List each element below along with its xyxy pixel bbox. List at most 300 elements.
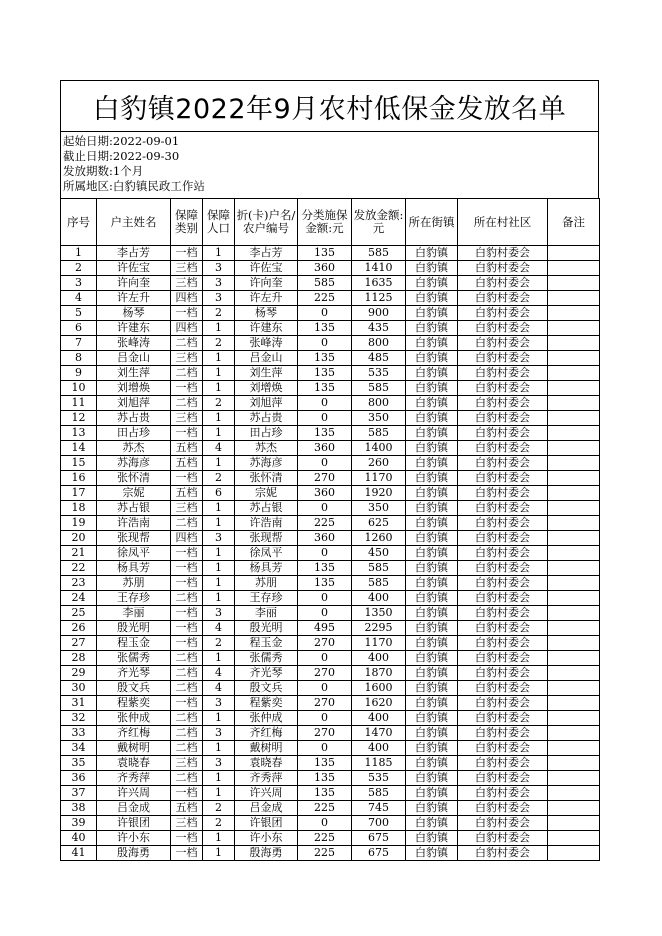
cell-name[interactable]: 齐光琴 bbox=[97, 666, 171, 681]
cell-remarks[interactable] bbox=[548, 471, 600, 486]
cell-village[interactable]: 白豹村委会 bbox=[458, 336, 548, 351]
cell-remarks[interactable] bbox=[548, 411, 600, 426]
cell-index[interactable]: 31 bbox=[61, 696, 97, 711]
cell-village[interactable]: 白豹村委会 bbox=[458, 366, 548, 381]
cell-remarks[interactable] bbox=[548, 306, 600, 321]
cell-town[interactable]: 白豹镇 bbox=[406, 351, 458, 366]
cell-village[interactable]: 白豹村委会 bbox=[458, 546, 548, 561]
cell-population[interactable]: 1 bbox=[203, 711, 235, 726]
cell-name[interactable]: 程玉金 bbox=[97, 636, 171, 651]
cell-index[interactable]: 21 bbox=[61, 546, 97, 561]
cell-classified-amount[interactable]: 0 bbox=[298, 411, 352, 426]
cell-account[interactable]: 苏占贵 bbox=[235, 411, 298, 426]
cell-name[interactable]: 许银团 bbox=[97, 816, 171, 831]
cell-town[interactable]: 白豹镇 bbox=[406, 711, 458, 726]
cell-village[interactable]: 白豹村委会 bbox=[458, 261, 548, 276]
cell-name[interactable]: 程紫奕 bbox=[97, 696, 171, 711]
cell-village[interactable]: 白豹村委会 bbox=[458, 276, 548, 291]
cell-classified-amount[interactable]: 360 bbox=[298, 441, 352, 456]
cell-index[interactable]: 13 bbox=[61, 426, 97, 441]
cell-index[interactable]: 41 bbox=[61, 846, 97, 861]
cell-classified-amount[interactable]: 135 bbox=[298, 426, 352, 441]
cell-population[interactable]: 2 bbox=[203, 816, 235, 831]
cell-category[interactable]: 五档 bbox=[171, 486, 203, 501]
cell-name[interactable]: 张现帮 bbox=[97, 531, 171, 546]
cell-category[interactable]: 一档 bbox=[171, 786, 203, 801]
cell-town[interactable]: 白豹镇 bbox=[406, 786, 458, 801]
cell-payout-amount[interactable]: 625 bbox=[352, 516, 406, 531]
cell-account[interactable]: 李丽 bbox=[235, 606, 298, 621]
cell-classified-amount[interactable]: 0 bbox=[298, 546, 352, 561]
cell-classified-amount[interactable]: 585 bbox=[298, 276, 352, 291]
cell-category[interactable]: 一档 bbox=[171, 426, 203, 441]
cell-name[interactable]: 徐凤平 bbox=[97, 546, 171, 561]
cell-remarks[interactable] bbox=[548, 651, 600, 666]
cell-town[interactable]: 白豹镇 bbox=[406, 591, 458, 606]
cell-remarks[interactable] bbox=[548, 291, 600, 306]
cell-village[interactable]: 白豹村委会 bbox=[458, 576, 548, 591]
cell-account[interactable]: 苏海彦 bbox=[235, 456, 298, 471]
cell-account[interactable]: 许佐宝 bbox=[235, 261, 298, 276]
cell-population[interactable]: 2 bbox=[203, 396, 235, 411]
cell-category[interactable]: 三档 bbox=[171, 816, 203, 831]
cell-town[interactable]: 白豹镇 bbox=[406, 666, 458, 681]
cell-account[interactable]: 刘增焕 bbox=[235, 381, 298, 396]
cell-population[interactable]: 2 bbox=[203, 306, 235, 321]
cell-account[interactable]: 张仲成 bbox=[235, 711, 298, 726]
cell-town[interactable]: 白豹镇 bbox=[406, 741, 458, 756]
cell-population[interactable]: 4 bbox=[203, 666, 235, 681]
cell-town[interactable]: 白豹镇 bbox=[406, 246, 458, 261]
cell-category[interactable]: 三档 bbox=[171, 501, 203, 516]
cell-town[interactable]: 白豹镇 bbox=[406, 336, 458, 351]
cell-payout-amount[interactable]: 1620 bbox=[352, 696, 406, 711]
cell-village[interactable]: 白豹村委会 bbox=[458, 711, 548, 726]
cell-category[interactable]: 二档 bbox=[171, 726, 203, 741]
cell-category[interactable]: 二档 bbox=[171, 681, 203, 696]
cell-account[interactable]: 杨琴 bbox=[235, 306, 298, 321]
cell-account[interactable]: 齐光琴 bbox=[235, 666, 298, 681]
cell-classified-amount[interactable]: 0 bbox=[298, 396, 352, 411]
cell-population[interactable]: 1 bbox=[203, 561, 235, 576]
cell-payout-amount[interactable]: 350 bbox=[352, 501, 406, 516]
cell-index[interactable]: 6 bbox=[61, 321, 97, 336]
cell-village[interactable]: 白豹村委会 bbox=[458, 636, 548, 651]
cell-classified-amount[interactable]: 135 bbox=[298, 771, 352, 786]
cell-village[interactable]: 白豹村委会 bbox=[458, 846, 548, 861]
cell-payout-amount[interactable]: 1260 bbox=[352, 531, 406, 546]
cell-village[interactable]: 白豹村委会 bbox=[458, 456, 548, 471]
cell-village[interactable]: 白豹村委会 bbox=[458, 621, 548, 636]
cell-account[interactable]: 许浩南 bbox=[235, 516, 298, 531]
cell-town[interactable]: 白豹镇 bbox=[406, 426, 458, 441]
cell-account[interactable]: 苏杰 bbox=[235, 441, 298, 456]
cell-payout-amount[interactable]: 1125 bbox=[352, 291, 406, 306]
cell-remarks[interactable] bbox=[548, 456, 600, 471]
cell-payout-amount[interactable]: 485 bbox=[352, 351, 406, 366]
cell-remarks[interactable] bbox=[548, 516, 600, 531]
cell-classified-amount[interactable]: 225 bbox=[298, 801, 352, 816]
cell-payout-amount[interactable]: 800 bbox=[352, 396, 406, 411]
cell-population[interactable]: 3 bbox=[203, 726, 235, 741]
cell-classified-amount[interactable]: 0 bbox=[298, 456, 352, 471]
cell-name[interactable]: 吕金成 bbox=[97, 801, 171, 816]
cell-category[interactable]: 二档 bbox=[171, 651, 203, 666]
cell-town[interactable]: 白豹镇 bbox=[406, 381, 458, 396]
cell-payout-amount[interactable]: 585 bbox=[352, 381, 406, 396]
cell-category[interactable]: 一档 bbox=[171, 846, 203, 861]
cell-remarks[interactable] bbox=[548, 741, 600, 756]
cell-village[interactable]: 白豹村委会 bbox=[458, 426, 548, 441]
cell-classified-amount[interactable]: 225 bbox=[298, 831, 352, 846]
cell-village[interactable]: 白豹村委会 bbox=[458, 831, 548, 846]
cell-category[interactable]: 一档 bbox=[171, 471, 203, 486]
cell-category[interactable]: 二档 bbox=[171, 336, 203, 351]
cell-remarks[interactable] bbox=[548, 276, 600, 291]
cell-village[interactable]: 白豹村委会 bbox=[458, 396, 548, 411]
cell-classified-amount[interactable]: 135 bbox=[298, 786, 352, 801]
cell-account[interactable]: 田占珍 bbox=[235, 426, 298, 441]
cell-population[interactable]: 1 bbox=[203, 516, 235, 531]
cell-town[interactable]: 白豹镇 bbox=[406, 321, 458, 336]
cell-remarks[interactable] bbox=[548, 711, 600, 726]
cell-town[interactable]: 白豹镇 bbox=[406, 696, 458, 711]
cell-town[interactable]: 白豹镇 bbox=[406, 531, 458, 546]
cell-payout-amount[interactable]: 675 bbox=[352, 831, 406, 846]
cell-classified-amount[interactable]: 270 bbox=[298, 726, 352, 741]
cell-classified-amount[interactable]: 0 bbox=[298, 336, 352, 351]
cell-name[interactable]: 刘旭萍 bbox=[97, 396, 171, 411]
cell-population[interactable]: 1 bbox=[203, 366, 235, 381]
cell-population[interactable]: 3 bbox=[203, 696, 235, 711]
cell-remarks[interactable] bbox=[548, 756, 600, 771]
cell-category[interactable]: 一档 bbox=[171, 306, 203, 321]
cell-remarks[interactable] bbox=[548, 636, 600, 651]
cell-payout-amount[interactable]: 1400 bbox=[352, 441, 406, 456]
cell-category[interactable]: 一档 bbox=[171, 831, 203, 846]
cell-account[interactable]: 刘生萍 bbox=[235, 366, 298, 381]
cell-classified-amount[interactable]: 135 bbox=[298, 561, 352, 576]
cell-payout-amount[interactable]: 260 bbox=[352, 456, 406, 471]
cell-index[interactable]: 14 bbox=[61, 441, 97, 456]
cell-payout-amount[interactable]: 400 bbox=[352, 741, 406, 756]
cell-category[interactable]: 三档 bbox=[171, 756, 203, 771]
cell-town[interactable]: 白豹镇 bbox=[406, 516, 458, 531]
cell-village[interactable]: 白豹村委会 bbox=[458, 726, 548, 741]
cell-town[interactable]: 白豹镇 bbox=[406, 771, 458, 786]
cell-account[interactable]: 许建东 bbox=[235, 321, 298, 336]
cell-classified-amount[interactable]: 270 bbox=[298, 471, 352, 486]
cell-classified-amount[interactable]: 135 bbox=[298, 246, 352, 261]
cell-remarks[interactable] bbox=[548, 621, 600, 636]
cell-population[interactable]: 1 bbox=[203, 771, 235, 786]
cell-index[interactable]: 38 bbox=[61, 801, 97, 816]
cell-population[interactable]: 1 bbox=[203, 246, 235, 261]
cell-index[interactable]: 20 bbox=[61, 531, 97, 546]
cell-payout-amount[interactable]: 1350 bbox=[352, 606, 406, 621]
cell-account[interactable]: 许左升 bbox=[235, 291, 298, 306]
cell-classified-amount[interactable]: 0 bbox=[298, 651, 352, 666]
cell-town[interactable]: 白豹镇 bbox=[406, 651, 458, 666]
cell-town[interactable]: 白豹镇 bbox=[406, 306, 458, 321]
cell-town[interactable]: 白豹镇 bbox=[406, 471, 458, 486]
cell-remarks[interactable] bbox=[548, 666, 600, 681]
cell-payout-amount[interactable]: 1635 bbox=[352, 276, 406, 291]
cell-village[interactable]: 白豹村委会 bbox=[458, 591, 548, 606]
cell-remarks[interactable] bbox=[548, 381, 600, 396]
cell-payout-amount[interactable]: 585 bbox=[352, 576, 406, 591]
cell-remarks[interactable] bbox=[548, 561, 600, 576]
cell-payout-amount[interactable]: 1470 bbox=[352, 726, 406, 741]
cell-name[interactable]: 张仲成 bbox=[97, 711, 171, 726]
cell-population[interactable]: 2 bbox=[203, 636, 235, 651]
cell-town[interactable]: 白豹镇 bbox=[406, 606, 458, 621]
cell-category[interactable]: 三档 bbox=[171, 276, 203, 291]
cell-name[interactable]: 刘生萍 bbox=[97, 366, 171, 381]
cell-remarks[interactable] bbox=[548, 441, 600, 456]
cell-index[interactable]: 33 bbox=[61, 726, 97, 741]
cell-index[interactable]: 32 bbox=[61, 711, 97, 726]
cell-remarks[interactable] bbox=[548, 486, 600, 501]
cell-remarks[interactable] bbox=[548, 546, 600, 561]
cell-index[interactable]: 18 bbox=[61, 501, 97, 516]
cell-category[interactable]: 三档 bbox=[171, 351, 203, 366]
cell-classified-amount[interactable]: 360 bbox=[298, 261, 352, 276]
cell-town[interactable]: 白豹镇 bbox=[406, 561, 458, 576]
cell-name[interactable]: 苏占贵 bbox=[97, 411, 171, 426]
cell-town[interactable]: 白豹镇 bbox=[406, 441, 458, 456]
cell-population[interactable]: 3 bbox=[203, 276, 235, 291]
cell-classified-amount[interactable]: 0 bbox=[298, 306, 352, 321]
cell-payout-amount[interactable]: 350 bbox=[352, 411, 406, 426]
cell-classified-amount[interactable]: 135 bbox=[298, 351, 352, 366]
cell-name[interactable]: 许兴周 bbox=[97, 786, 171, 801]
cell-classified-amount[interactable]: 135 bbox=[298, 381, 352, 396]
cell-town[interactable]: 白豹镇 bbox=[406, 366, 458, 381]
cell-remarks[interactable] bbox=[548, 606, 600, 621]
cell-remarks[interactable] bbox=[548, 336, 600, 351]
cell-category[interactable]: 一档 bbox=[171, 621, 203, 636]
cell-payout-amount[interactable]: 1870 bbox=[352, 666, 406, 681]
cell-town[interactable]: 白豹镇 bbox=[406, 291, 458, 306]
cell-payout-amount[interactable]: 585 bbox=[352, 246, 406, 261]
cell-payout-amount[interactable]: 400 bbox=[352, 651, 406, 666]
cell-payout-amount[interactable]: 1170 bbox=[352, 636, 406, 651]
cell-name[interactable]: 许左升 bbox=[97, 291, 171, 306]
cell-classified-amount[interactable]: 225 bbox=[298, 291, 352, 306]
cell-index[interactable]: 28 bbox=[61, 651, 97, 666]
cell-village[interactable]: 白豹村委会 bbox=[458, 471, 548, 486]
cell-payout-amount[interactable]: 900 bbox=[352, 306, 406, 321]
cell-classified-amount[interactable]: 135 bbox=[298, 366, 352, 381]
cell-population[interactable]: 1 bbox=[203, 381, 235, 396]
cell-remarks[interactable] bbox=[548, 321, 600, 336]
cell-name[interactable]: 许佐宝 bbox=[97, 261, 171, 276]
cell-index[interactable]: 24 bbox=[61, 591, 97, 606]
cell-index[interactable]: 8 bbox=[61, 351, 97, 366]
cell-index[interactable]: 39 bbox=[61, 816, 97, 831]
cell-name[interactable]: 苏占银 bbox=[97, 501, 171, 516]
cell-village[interactable]: 白豹村委会 bbox=[458, 321, 548, 336]
cell-account[interactable]: 王存珍 bbox=[235, 591, 298, 606]
cell-town[interactable]: 白豹镇 bbox=[406, 486, 458, 501]
cell-village[interactable]: 白豹村委会 bbox=[458, 486, 548, 501]
cell-name[interactable]: 苏朋 bbox=[97, 576, 171, 591]
cell-population[interactable]: 1 bbox=[203, 426, 235, 441]
cell-name[interactable]: 许浩南 bbox=[97, 516, 171, 531]
cell-town[interactable]: 白豹镇 bbox=[406, 261, 458, 276]
cell-village[interactable]: 白豹村委会 bbox=[458, 381, 548, 396]
cell-category[interactable]: 一档 bbox=[171, 561, 203, 576]
cell-village[interactable]: 白豹村委会 bbox=[458, 306, 548, 321]
cell-classified-amount[interactable]: 270 bbox=[298, 666, 352, 681]
cell-remarks[interactable] bbox=[548, 396, 600, 411]
cell-account[interactable]: 程玉金 bbox=[235, 636, 298, 651]
cell-name[interactable]: 王存珍 bbox=[97, 591, 171, 606]
cell-classified-amount[interactable]: 0 bbox=[298, 606, 352, 621]
cell-town[interactable]: 白豹镇 bbox=[406, 576, 458, 591]
cell-remarks[interactable] bbox=[548, 786, 600, 801]
cell-remarks[interactable] bbox=[548, 816, 600, 831]
cell-classified-amount[interactable]: 270 bbox=[298, 636, 352, 651]
cell-payout-amount[interactable]: 1410 bbox=[352, 261, 406, 276]
cell-account[interactable]: 殷文兵 bbox=[235, 681, 298, 696]
cell-account[interactable]: 张怀清 bbox=[235, 471, 298, 486]
cell-account[interactable]: 徐凤平 bbox=[235, 546, 298, 561]
cell-classified-amount[interactable]: 225 bbox=[298, 846, 352, 861]
cell-village[interactable]: 白豹村委会 bbox=[458, 411, 548, 426]
cell-category[interactable]: 三档 bbox=[171, 261, 203, 276]
cell-population[interactable]: 1 bbox=[203, 501, 235, 516]
cell-remarks[interactable] bbox=[548, 771, 600, 786]
cell-payout-amount[interactable]: 800 bbox=[352, 336, 406, 351]
cell-category[interactable]: 一档 bbox=[171, 576, 203, 591]
cell-village[interactable]: 白豹村委会 bbox=[458, 651, 548, 666]
cell-town[interactable]: 白豹镇 bbox=[406, 801, 458, 816]
cell-name[interactable]: 殷光明 bbox=[97, 621, 171, 636]
cell-name[interactable]: 许建东 bbox=[97, 321, 171, 336]
cell-population[interactable]: 3 bbox=[203, 606, 235, 621]
cell-payout-amount[interactable]: 675 bbox=[352, 846, 406, 861]
cell-payout-amount[interactable]: 1170 bbox=[352, 471, 406, 486]
cell-name[interactable]: 刘增焕 bbox=[97, 381, 171, 396]
cell-population[interactable]: 1 bbox=[203, 456, 235, 471]
cell-remarks[interactable] bbox=[548, 801, 600, 816]
cell-account[interactable]: 张现帮 bbox=[235, 531, 298, 546]
cell-remarks[interactable] bbox=[548, 726, 600, 741]
cell-population[interactable]: 2 bbox=[203, 801, 235, 816]
cell-remarks[interactable] bbox=[548, 426, 600, 441]
cell-remarks[interactable] bbox=[548, 366, 600, 381]
cell-payout-amount[interactable]: 1920 bbox=[352, 486, 406, 501]
cell-town[interactable]: 白豹镇 bbox=[406, 726, 458, 741]
cell-account[interactable]: 程紫奕 bbox=[235, 696, 298, 711]
cell-account[interactable]: 吕金成 bbox=[235, 801, 298, 816]
cell-index[interactable]: 34 bbox=[61, 741, 97, 756]
cell-category[interactable]: 一档 bbox=[171, 696, 203, 711]
cell-town[interactable]: 白豹镇 bbox=[406, 276, 458, 291]
cell-account[interactable]: 齐秀萍 bbox=[235, 771, 298, 786]
cell-category[interactable]: 一档 bbox=[171, 606, 203, 621]
cell-name[interactable]: 齐秀萍 bbox=[97, 771, 171, 786]
cell-population[interactable]: 3 bbox=[203, 531, 235, 546]
cell-remarks[interactable] bbox=[548, 846, 600, 861]
cell-town[interactable]: 白豹镇 bbox=[406, 501, 458, 516]
cell-index[interactable]: 12 bbox=[61, 411, 97, 426]
cell-population[interactable]: 2 bbox=[203, 471, 235, 486]
cell-category[interactable]: 二档 bbox=[171, 741, 203, 756]
cell-name[interactable]: 许向奎 bbox=[97, 276, 171, 291]
cell-classified-amount[interactable]: 0 bbox=[298, 681, 352, 696]
cell-village[interactable]: 白豹村委会 bbox=[458, 666, 548, 681]
cell-category[interactable]: 二档 bbox=[171, 516, 203, 531]
cell-classified-amount[interactable]: 360 bbox=[298, 531, 352, 546]
cell-village[interactable]: 白豹村委会 bbox=[458, 531, 548, 546]
cell-name[interactable]: 宗妮 bbox=[97, 486, 171, 501]
cell-population[interactable]: 4 bbox=[203, 681, 235, 696]
cell-village[interactable]: 白豹村委会 bbox=[458, 561, 548, 576]
cell-classified-amount[interactable]: 135 bbox=[298, 756, 352, 771]
cell-town[interactable]: 白豹镇 bbox=[406, 756, 458, 771]
cell-account[interactable]: 袁晓春 bbox=[235, 756, 298, 771]
cell-village[interactable]: 白豹村委会 bbox=[458, 516, 548, 531]
cell-account[interactable]: 吕金山 bbox=[235, 351, 298, 366]
cell-town[interactable]: 白豹镇 bbox=[406, 846, 458, 861]
cell-index[interactable]: 37 bbox=[61, 786, 97, 801]
cell-payout-amount[interactable]: 585 bbox=[352, 786, 406, 801]
cell-payout-amount[interactable]: 1600 bbox=[352, 681, 406, 696]
cell-classified-amount[interactable]: 0 bbox=[298, 741, 352, 756]
cell-category[interactable]: 一档 bbox=[171, 246, 203, 261]
cell-population[interactable]: 1 bbox=[203, 651, 235, 666]
cell-index[interactable]: 25 bbox=[61, 606, 97, 621]
cell-village[interactable]: 白豹村委会 bbox=[458, 786, 548, 801]
cell-population[interactable]: 6 bbox=[203, 486, 235, 501]
cell-account[interactable]: 许银团 bbox=[235, 816, 298, 831]
cell-payout-amount[interactable]: 585 bbox=[352, 426, 406, 441]
cell-town[interactable]: 白豹镇 bbox=[406, 636, 458, 651]
cell-village[interactable]: 白豹村委会 bbox=[458, 681, 548, 696]
cell-index[interactable]: 19 bbox=[61, 516, 97, 531]
cell-remarks[interactable] bbox=[548, 696, 600, 711]
cell-remarks[interactable] bbox=[548, 261, 600, 276]
cell-classified-amount[interactable]: 135 bbox=[298, 321, 352, 336]
cell-village[interactable]: 白豹村委会 bbox=[458, 606, 548, 621]
cell-population[interactable]: 1 bbox=[203, 846, 235, 861]
cell-index[interactable]: 9 bbox=[61, 366, 97, 381]
cell-category[interactable]: 五档 bbox=[171, 801, 203, 816]
cell-town[interactable]: 白豹镇 bbox=[406, 411, 458, 426]
cell-classified-amount[interactable]: 0 bbox=[298, 501, 352, 516]
cell-payout-amount[interactable]: 450 bbox=[352, 546, 406, 561]
cell-name[interactable]: 杨琴 bbox=[97, 306, 171, 321]
cell-name[interactable]: 田占珍 bbox=[97, 426, 171, 441]
cell-payout-amount[interactable]: 585 bbox=[352, 561, 406, 576]
cell-index[interactable]: 4 bbox=[61, 291, 97, 306]
cell-population[interactable]: 1 bbox=[203, 831, 235, 846]
cell-classified-amount[interactable]: 0 bbox=[298, 816, 352, 831]
cell-village[interactable]: 白豹村委会 bbox=[458, 291, 548, 306]
cell-population[interactable]: 3 bbox=[203, 756, 235, 771]
cell-town[interactable]: 白豹镇 bbox=[406, 396, 458, 411]
cell-classified-amount[interactable]: 0 bbox=[298, 711, 352, 726]
cell-category[interactable]: 四档 bbox=[171, 291, 203, 306]
cell-category[interactable]: 五档 bbox=[171, 441, 203, 456]
cell-population[interactable]: 3 bbox=[203, 291, 235, 306]
cell-category[interactable]: 一档 bbox=[171, 381, 203, 396]
cell-village[interactable]: 白豹村委会 bbox=[458, 816, 548, 831]
cell-name[interactable]: 戴树明 bbox=[97, 741, 171, 756]
